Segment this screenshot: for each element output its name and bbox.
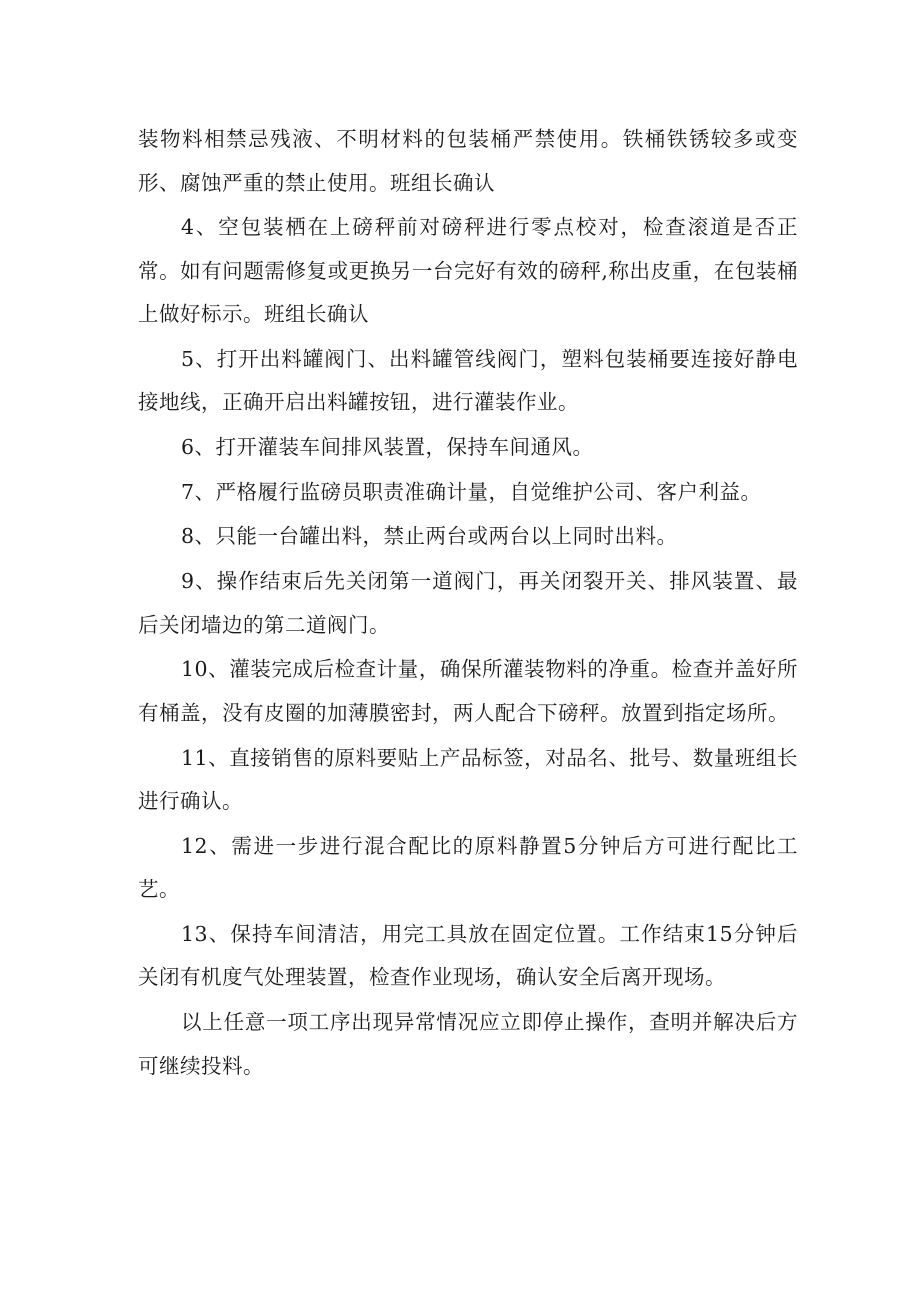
paragraph-step-11: 11、直接销售的原料要贴上产品标签，对品名、批号、数量班组长进行确认。	[138, 745, 798, 813]
paragraph-step-7: 7、严格履行监磅员职责准确计量，自觉维护公司、客户利益。	[181, 479, 762, 504]
paragraph-step-4: 4、空包装栖在上磅秤前对磅秤进行零点校对，检查滚道是否正常。如有问题需修复或更换另一台完好有效的磅秤,称出皮重，在包装桶上做好标示。班组长确认	[138, 215, 798, 327]
paragraph-step-8: 8、只能一台罐出料，禁止两台或两台以上同时出料。	[181, 524, 678, 549]
document-body	[138, 118, 798, 1089]
paragraph-step-5: 5、打开出料罐阀门、出料罐管线阀门，塑料包装桶要连接好静电接地线，正确开启出料罐按钮，进行灌装作业。	[138, 346, 798, 415]
paragraph-continuation: 装物料相禁忌残液、不明材料的包装桶严禁使用。铁桶铁锈较多或变形、腐蚀严重的禁止使用。班组长确认	[138, 127, 798, 195]
paragraph-closing-note: 以上任意一项工序出现异常情况应立即停止操作，查明并解决后方可继续投料。	[138, 1010, 798, 1078]
paragraph-step-9: 9、操作结束后先关闭第一道阀门，再关闭裂开关、排风装置、最后关闭墙边的第二道阀门。	[138, 569, 798, 637]
paragraph-step-10: 10、灌装完成后检查计量，确保所灌装物料的净重。检查并盖好所有桶盖，没有皮圈的加薄膜密封，两人配合下磅秤。放置到指定场所。	[138, 657, 798, 725]
paragraph-step-13: 13、保持车间清洁，用完工具放在固定位置。工作结束15分钟后关闭有机度气处理装置，检查作业现场，确认安全后离开现场。	[138, 921, 798, 990]
paragraph-step-12: 12、需进一步进行混合配比的原料静置5分钟后方可进行配比工艺。	[138, 833, 798, 902]
paragraph-step-6: 6、打开灌装车间排风装置，保持车间通风。	[181, 435, 594, 460]
